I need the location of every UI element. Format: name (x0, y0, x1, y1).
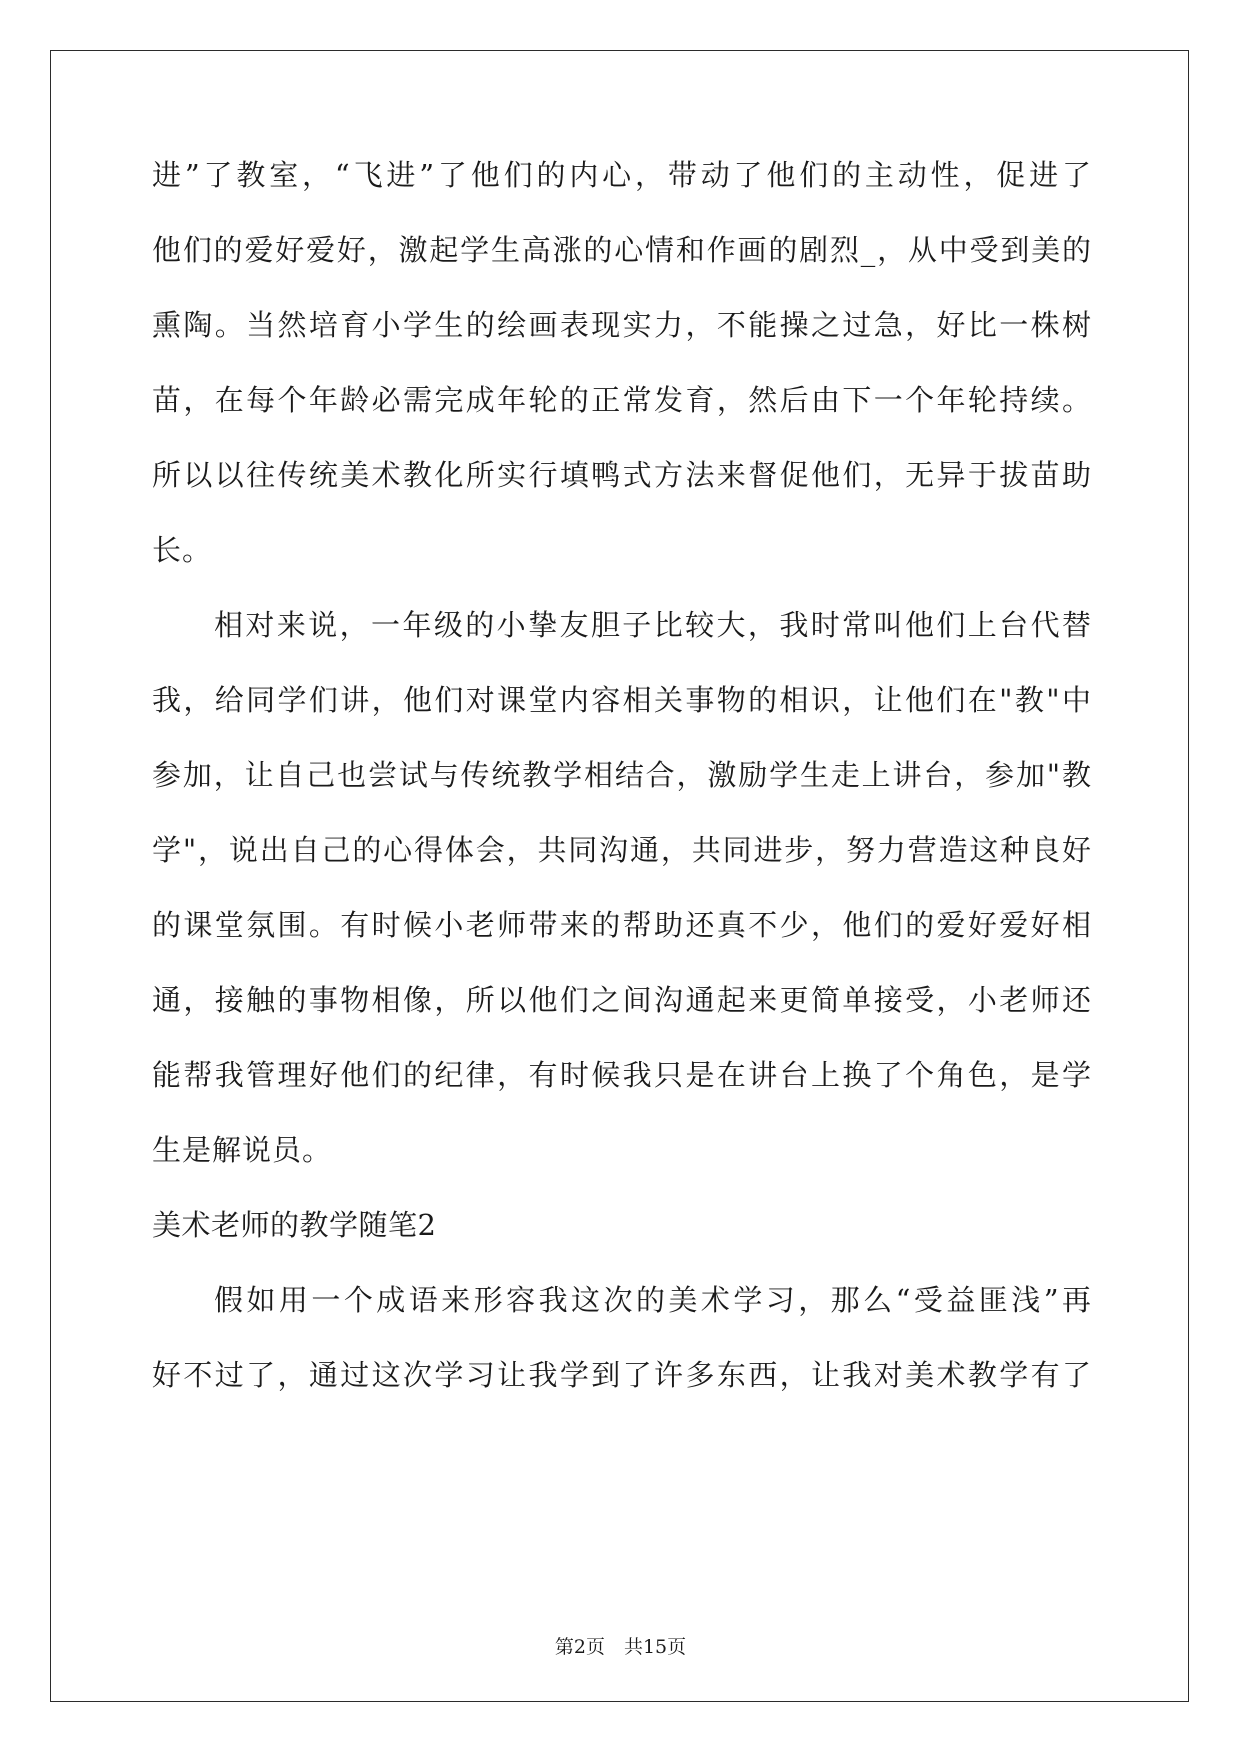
paragraph-line: 苗，在每个年龄必需完成年轮的正常发育，然后由下一个年轮持续。 (152, 383, 1092, 417)
paragraph-line: 的课堂氛围。有时候小老师带来的帮助还真不少，他们的爱好爱好相 (152, 908, 1092, 942)
paragraph-line: 通，接触的事物相像，所以他们之间沟通起来更简单接受，小老师还 (152, 983, 1092, 1017)
section-heading: 美术老师的教学随笔2 (152, 1208, 437, 1242)
paragraph-line: 生是解说员。 (152, 1133, 333, 1167)
paragraph-line: 假如用一个成语来形容我这次的美术学习，那么“受益匪浅”再 (214, 1283, 1092, 1317)
paragraph-line: 我，给同学们讲，他们对课堂内容相关事物的相识，让他们在"教"中 (152, 683, 1092, 717)
paragraph-line: 学"，说出自己的心得体会，共同沟通，共同进步，努力营造这种良好 (152, 833, 1092, 867)
paragraph-line: 进”了教室，“飞进”了他们的内心，带动了他们的主动性，促进了 (152, 158, 1092, 192)
paragraph-line: 他们的爱好爱好，激起学生高涨的心情和作画的剧烈_，从中受到美的 (152, 233, 1092, 267)
paragraph-line: 长。 (152, 533, 213, 567)
paragraph-line: 相对来说，一年级的小挚友胆子比较大，我时常叫他们上台代替 (214, 608, 1092, 642)
paragraph-line: 所以以往传统美术教化所实行填鸭式方法来督促他们，无异于拔苗助 (152, 458, 1092, 492)
paragraph-line: 熏陶。当然培育小学生的绘画表现实力，不能操之过急，好比一株树 (152, 308, 1092, 342)
page-number-footer: 第2页 共15页 (554, 1636, 687, 1658)
paragraph-line: 好不过了，通过这次学习让我学到了许多东西，让我对美术教学有了 (152, 1358, 1092, 1392)
paragraph-line: 参加，让自己也尝试与传统教学相结合，激励学生走上讲台，参加"教 (152, 758, 1092, 792)
paragraph-line: 能帮我管理好他们的纪律，有时候我只是在讲台上换了个角色，是学 (152, 1058, 1092, 1092)
page-border (50, 50, 1189, 1702)
